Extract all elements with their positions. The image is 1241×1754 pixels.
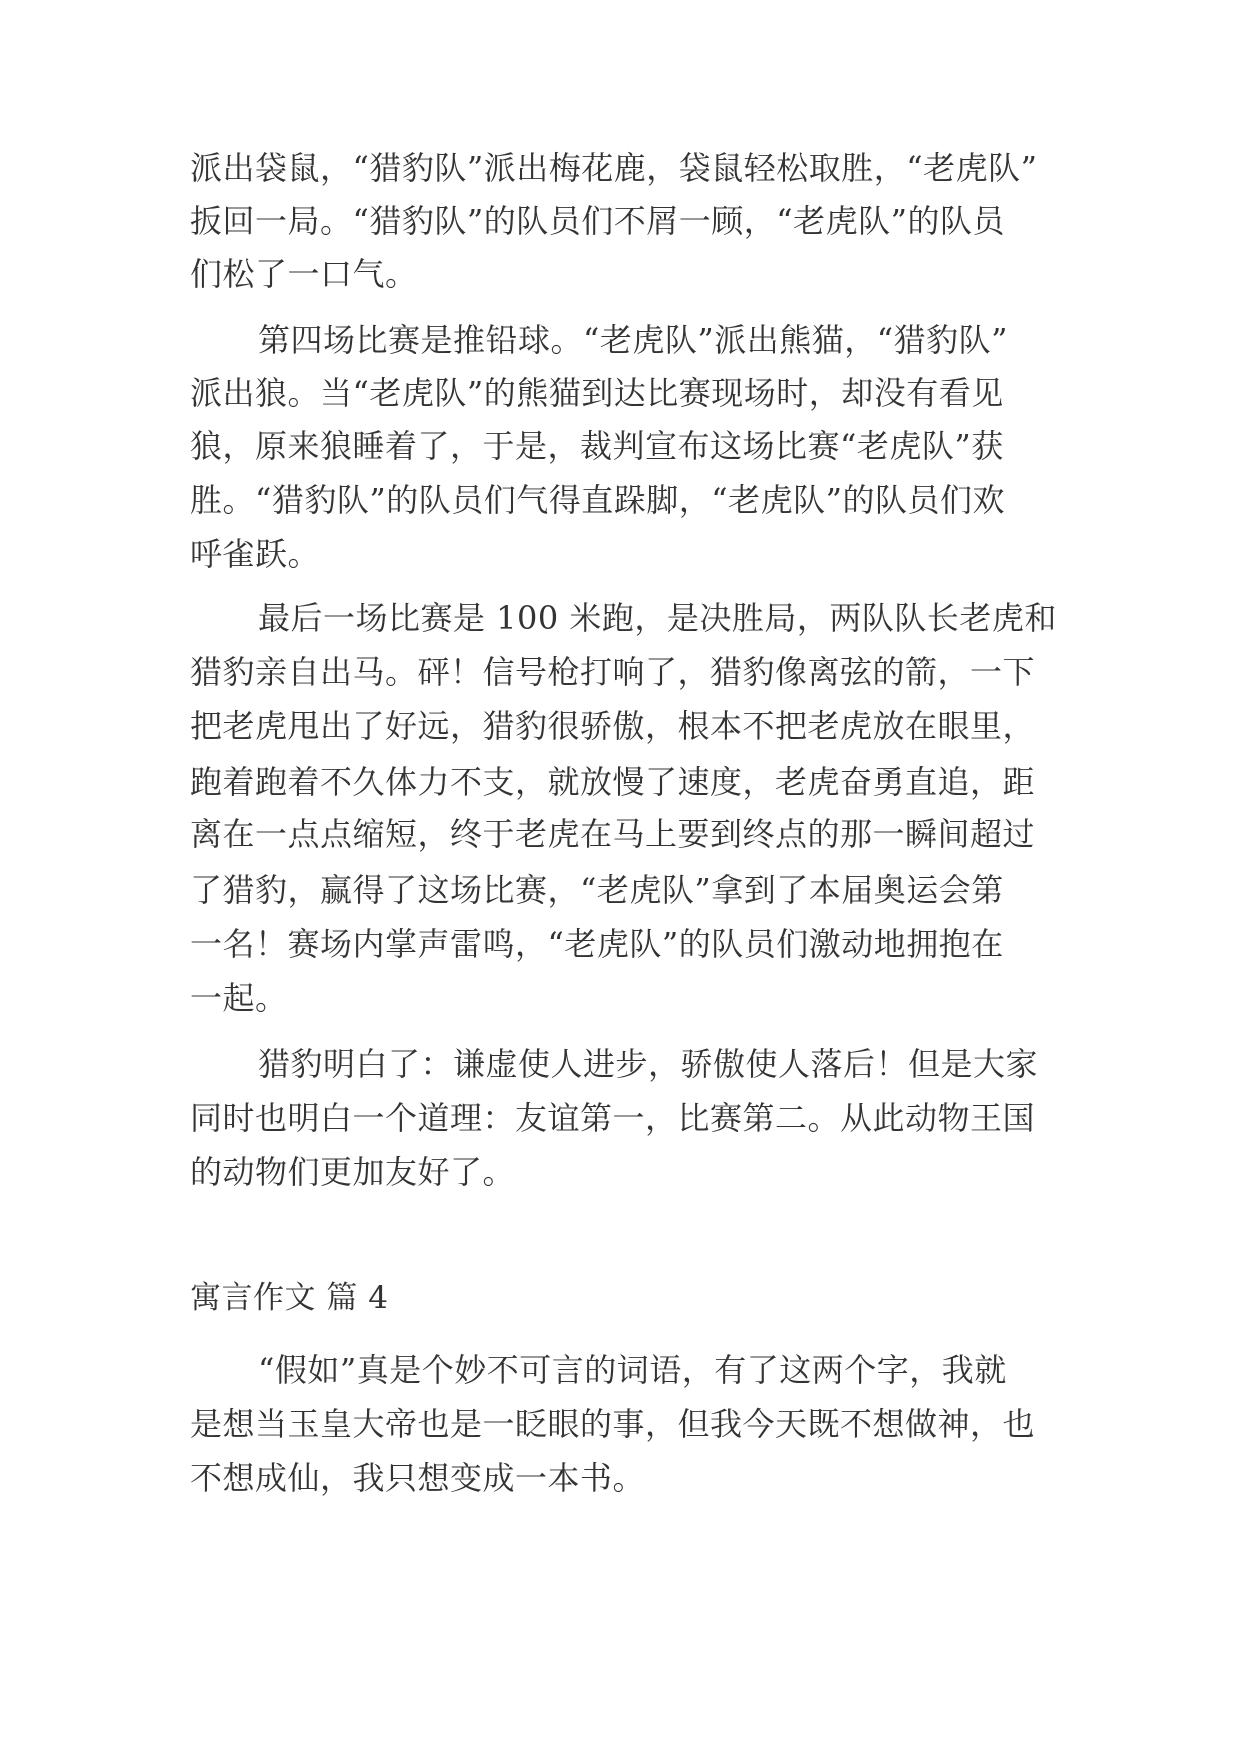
text-line: “假如”真是个妙不可言的词语，有了这两个字，我就 (258, 1351, 1007, 1389)
text-line: 猎豹亲自出马。砰！信号枪打响了，猎豹像离弦的箭，一下 (190, 653, 1036, 691)
text-line: 的动物们更加友好了。 (190, 1153, 516, 1191)
text-line: 第四场比赛是推铅球。“老虎队”派出熊猫，“猎豹队” (258, 321, 1008, 359)
text-line: 是想当玉皇大帝也是一眨眼的事，但我今天既不想做神，也 (190, 1405, 1036, 1443)
text-line: 们松了一口气。 (190, 255, 418, 293)
text-line: 离在一点点缩短，终于老虎在马上要到终点的那一瞬间超过 (190, 815, 1036, 853)
text-line: 最后一场比赛是 100 米跑，是决胜局，两队队长老虎和 (258, 599, 1057, 637)
text-line: 一起。 (190, 979, 288, 1017)
text-line: 派出袋鼠，“猎豹队”派出梅花鹿，袋鼠轻松取胜，“老虎队” (190, 149, 1038, 187)
text-line: 呼雀跃。 (190, 535, 321, 573)
text-line: 猎豹明白了：谦虚使人进步，骄傲使人落后！但是大家 (258, 1045, 1039, 1083)
text-line: 同时也明白一个道理：友谊第一，比赛第二。从此动物王国 (190, 1099, 1036, 1137)
text-line: 一名！赛场内掌声雷鸣，“老虎队”的队员们激动地拥抱在 (190, 925, 1004, 963)
text-line: 扳回一局。“猎豹队”的队员们不屑一顾，“老虎队”的队员 (190, 202, 1005, 240)
text-line: 狼，原来狼睡着了，于是，裁判宣布这场比赛“老虎队”获 (190, 427, 1004, 465)
text-line: 不想成仙，我只想变成一本书。 (190, 1459, 646, 1497)
section-heading: 寓言作文 篇 4 (190, 1280, 389, 1316)
text-line: 跑着跑着不久体力不支，就放慢了速度，老虎奋勇直追，距 (190, 763, 1036, 801)
text-line: 胜。“猎豹队”的队员们气得直跺脚，“老虎队”的队员们欢 (190, 481, 1005, 519)
text-line: 把老虎甩出了好远，猎豹很骄傲，根本不把老虎放在眼里， (190, 707, 1036, 745)
text-line: 派出狼。当“老虎队”的熊猫到达比赛现场时，却没有看见 (190, 374, 1004, 412)
text-line: 了猎豹，赢得了这场比赛，“老虎队”拿到了本届奥运会第 (190, 871, 1004, 909)
